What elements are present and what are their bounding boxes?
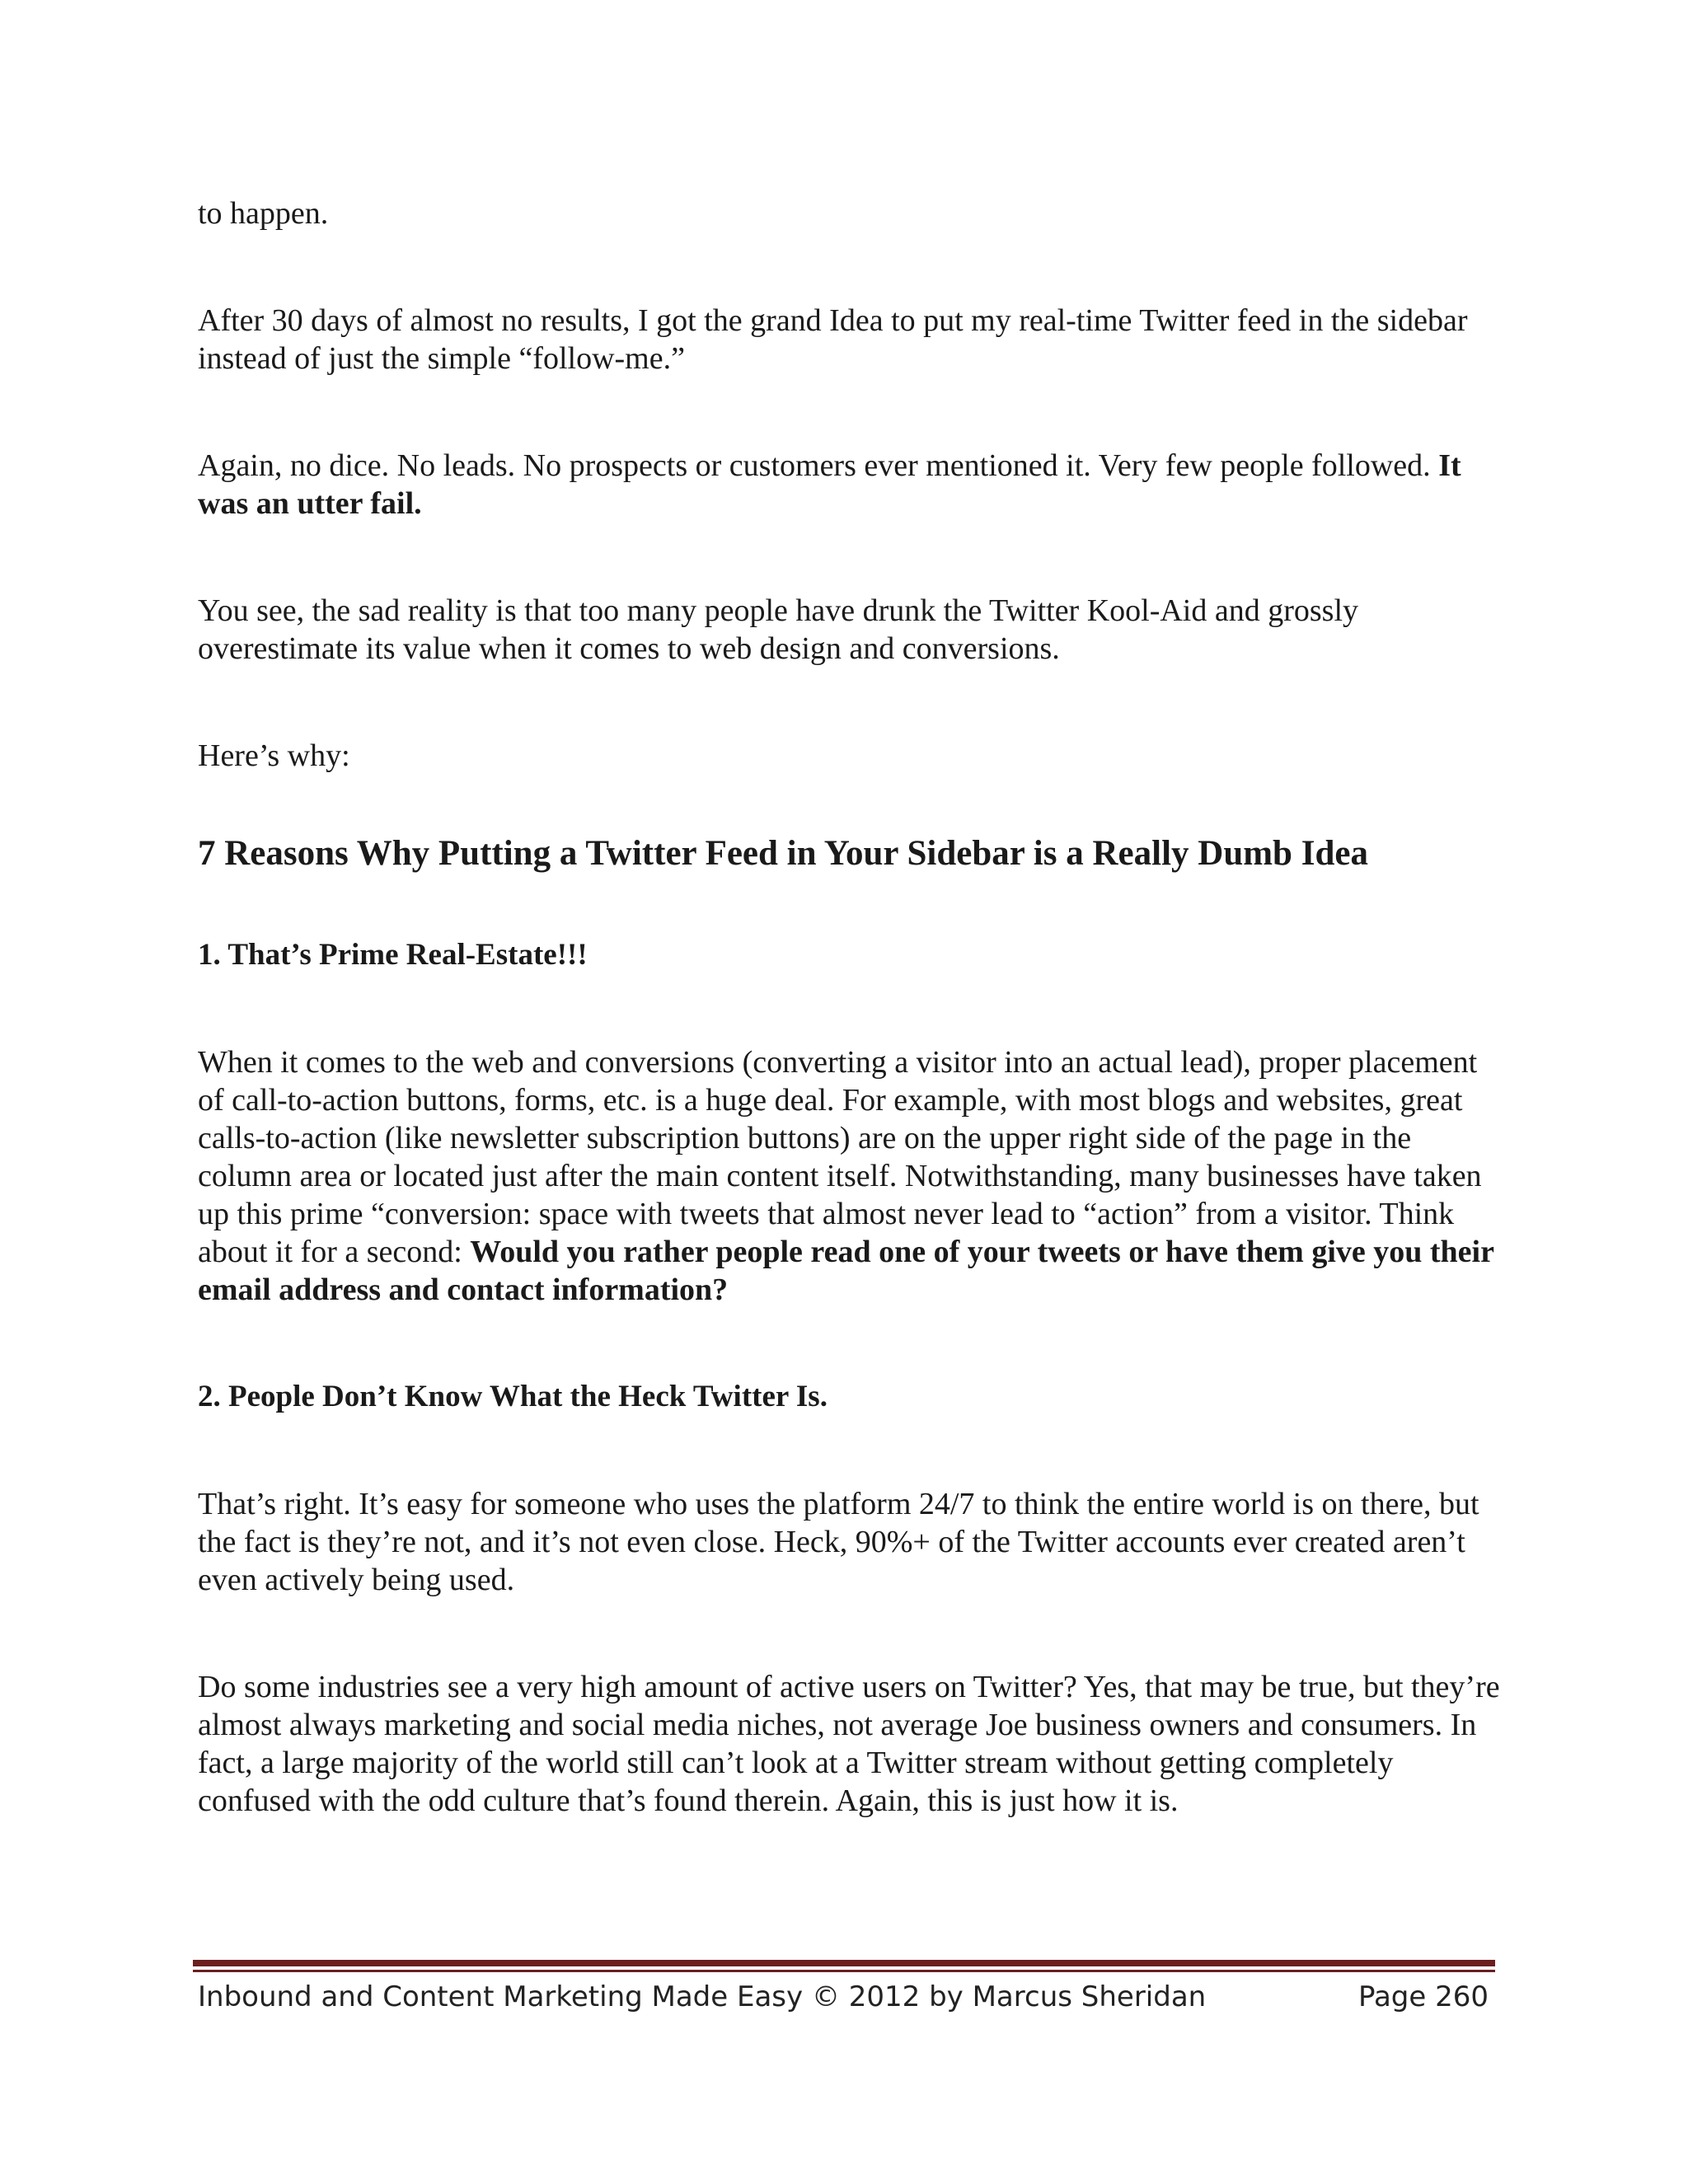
section-heading: 7 Reasons Why Putting a Twitter Feed in Your Sidebar is a Really Dumb Idea	[198, 834, 1368, 873]
page-content	[198, 194, 1500, 1820]
reason-2-heading: 2. People Don’t Know What the Heck Twitter Is.	[198, 1380, 828, 1413]
paragraph-to-happen: to happen.	[198, 196, 329, 231]
reason-1-body-emphasis: Would you rather people read one of your tweets or have them give you their email address and contact information?	[198, 1235, 1494, 1307]
footer-rule-thick	[193, 1960, 1495, 1966]
paragraph-no-dice-text: Again, no dice. No leads. No prospects or customers ever mentioned it. Very few people followed.	[198, 448, 1439, 483]
reason-2-body-2: Do some industries see a very high amount of active users on Twitter? Yes, that may be true, but they’re almost always marketing and social media niches, not average Joe business owners and consumers. In fact, a large majority of the world still can’t look at a Twitter stream without getting completely confused with the odd culture that’s found therein. Again, this is just how it is.	[198, 1670, 1500, 1818]
reason-1-body-text: When it comes to the web and conversions (converting a visitor into an actual lead), proper placement of call-to-action buttons, forms, etc. is a huge deal. For example, with most blogs and websites, great calls-to-action (like newsletter subscription buttons) are on the upper right side of the page in the column area or located just after the main content itself. Notwithstanding, many businesses have taken up this prime “conversion: space with tweets that almost never lead to “action” from a visitor. Think about it for a second:	[198, 1045, 1482, 1269]
footer-copyright: Inbound and Content Marketing Made Easy © 2012 by Marcus Sheridan	[198, 1980, 1207, 2013]
paragraph-twitter-feed-idea: After 30 days of almost no results, I got the grand Idea to put my real-time Twitter feed in the sidebar instead of just the simple “follow-me.”	[198, 303, 1468, 376]
paragraph-heres-why: Here’s why:	[198, 738, 350, 773]
reason-1-heading: 1. That’s Prime Real-Estate!!!	[198, 938, 588, 972]
paragraph-no-dice-emphasis: It was an utter fail.	[198, 448, 1461, 521]
page-footer	[193, 1960, 1495, 2013]
reason-2-body-1: That’s right. It’s easy for someone who uses the platform 24/7 to think the entire world is on there, but the fact is they’re not, and it’s not even close. Heck, 90%+ of the Twitter accounts ever created aren’t even actively being used.	[198, 1487, 1479, 1597]
paragraph-no-dice	[198, 447, 1500, 523]
paragraph-sad-reality: You see, the sad reality is that too many people have drunk the Twitter Kool-Aid and grossly overestimate its value when it comes to web design and conversions.	[198, 593, 1359, 666]
footer-rule-thin	[193, 1970, 1495, 1972]
footer-page-number: Page 260	[1357, 1980, 1489, 2013]
reason-1-body	[198, 1043, 1500, 1309]
footer-row	[193, 1980, 1495, 2013]
